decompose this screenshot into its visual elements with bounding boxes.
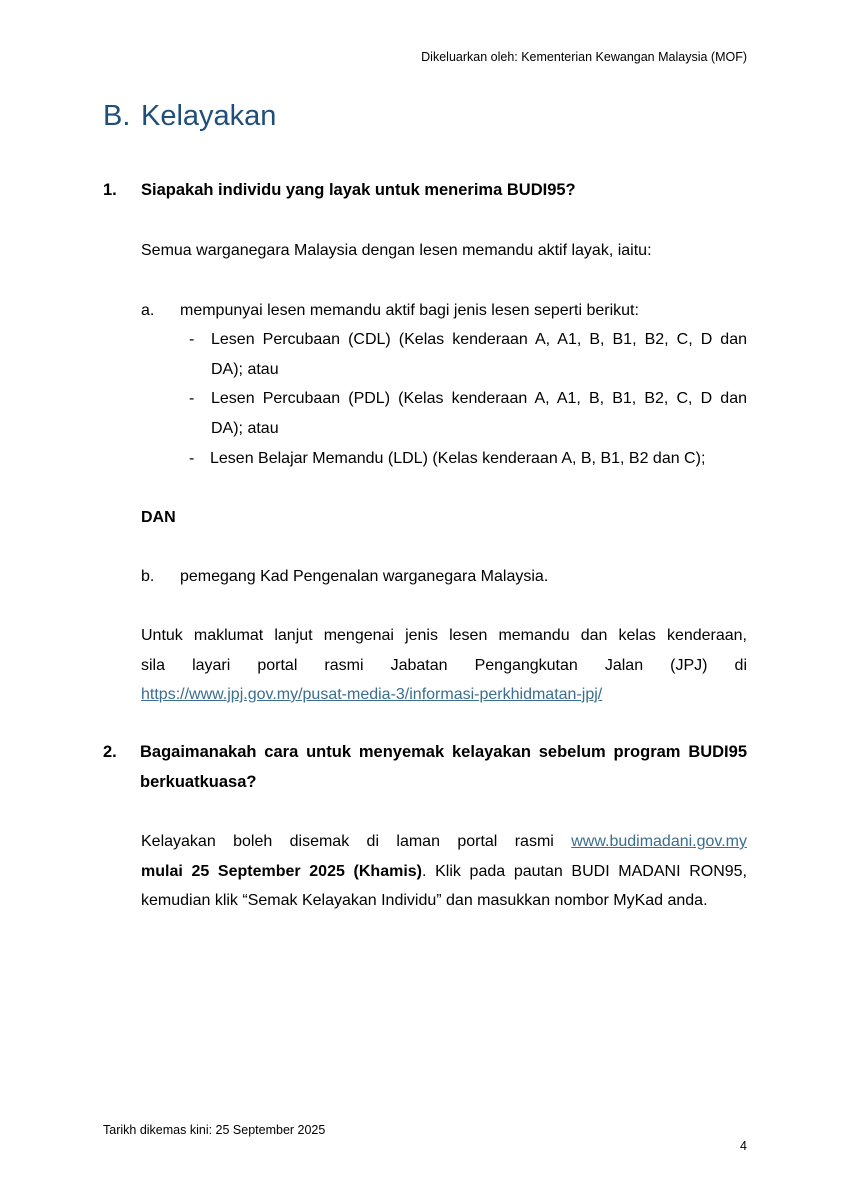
answer-line-1 (141, 827, 747, 857)
document-issuer-header: Dikeluarkan oleh: Kementerian Kewangan Malaysia (MOF) (421, 50, 747, 64)
info-line-2: sila layari portal rasmi Jabatan Pengangkutan Jalan (JPJ) di (141, 657, 747, 674)
section-heading (103, 100, 276, 133)
section-title: Kelayakan (141, 100, 277, 132)
answer-after: . Klik pada pautan BUDI MADANI RON95, (422, 863, 748, 880)
connector-dan: DAN (141, 509, 176, 526)
license-dash-1: - (189, 331, 195, 348)
question-2-number: 2. (103, 743, 117, 761)
license-pdl-line1: Lesen Percubaan (PDL) (Kelas kenderaan A, A1, B, B1, B2, C, D dan (211, 390, 747, 407)
question-2-line2: berkuatkuasa? (140, 773, 257, 791)
question-1-intro: Semua warganegara Malaysia dengan lesen memandu aktif layak, iaitu: (141, 242, 652, 259)
answer-date-bold: mulai 25 September 2025 (Khamis) (141, 863, 422, 880)
answer-line-3: kemudian klik “Semak Kelayakan Individu” dan masukkan nombor MyKad anda. (141, 892, 708, 909)
license-dash-2: - (189, 390, 195, 407)
license-ldl: Lesen Belajar Memandu (LDL) (Kelas kenderaan A, B, B1, B2 dan C); (210, 450, 706, 467)
list-item-a: mempunyai lesen memandu aktif bagi jenis lesen seperti berikut: (180, 302, 639, 319)
info-line-1: Untuk maklumat lanjut mengenai jenis lesen memandu dan kelas kenderaan, (141, 627, 747, 644)
license-dash-3: - (189, 450, 195, 467)
last-updated-date: Tarikh dikemas kini: 25 September 2025 (103, 1123, 326, 1137)
question-1-text: Siapakah individu yang layak untuk menerima BUDI95? (141, 181, 576, 199)
license-pdl-line2: DA); atau (211, 420, 279, 437)
page-number: 4 (740, 1139, 747, 1153)
jpj-portal-link[interactable]: https://www.jpj.gov.my/pusat-media-3/informasi-perkhidmatan-jpj/ (141, 686, 603, 703)
license-cdl-line1: Lesen Percubaan (CDL) (Kelas kenderaan A, A1, B, B1, B2, C, D dan (211, 331, 747, 348)
question-1-number: 1. (103, 181, 117, 199)
list-item-b: pemegang Kad Pengenalan warganegara Malaysia. (180, 568, 549, 585)
license-cdl-line2: DA); atau (211, 361, 279, 378)
list-marker-b: b. (141, 568, 155, 585)
budimadani-link[interactable]: www.budimadani.gov.my (571, 833, 747, 850)
question-2-line1: Bagaimanakah cara untuk menyemak kelayakan sebelum program BUDI95 (140, 743, 747, 761)
section-number: B. (103, 100, 131, 132)
list-marker-a: a. (141, 302, 155, 319)
answer-line-2 (141, 857, 747, 887)
answer-prefix: Kelayakan boleh disemak di laman portal rasmi (141, 833, 554, 850)
